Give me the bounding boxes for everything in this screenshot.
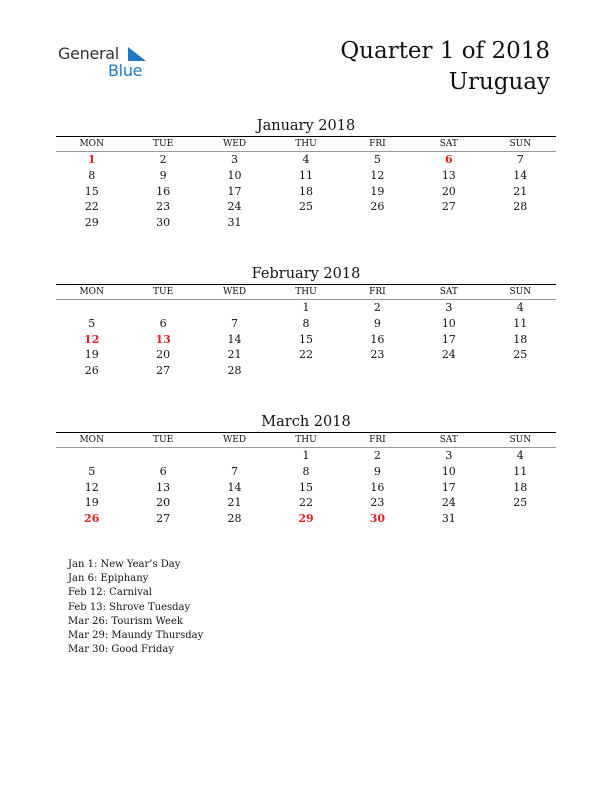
week-row — [56, 495, 556, 511]
date-cell: 3 — [445, 449, 453, 463]
date-cell: 3 — [445, 301, 453, 315]
date-cell: 19 — [84, 348, 99, 362]
date-cell: 19 — [370, 184, 385, 198]
date-cell: 30 — [156, 216, 171, 230]
quarter-title: Quarter 1 of 2018 — [340, 38, 550, 64]
holiday-date-cell: 6 — [444, 153, 453, 167]
date-cell — [270, 363, 341, 379]
date-cell: 8 — [88, 169, 96, 183]
weekday-header: MON — [56, 285, 127, 300]
date-cell: 15 — [298, 480, 313, 494]
holiday-date-cell: 1 — [87, 153, 96, 167]
date-cell: 26 — [370, 200, 385, 214]
date-cell: 7 — [516, 153, 524, 167]
calendar-grid — [56, 137, 556, 230]
holiday-date-cell: 29 — [298, 512, 314, 526]
date-cell: 4 — [516, 301, 524, 315]
date-cell: 17 — [227, 184, 242, 198]
week-row — [56, 300, 556, 316]
date-cell: 7 — [231, 465, 239, 479]
date-cell — [485, 363, 556, 379]
month-block-march — [56, 412, 556, 526]
date-cell: 31 — [441, 512, 456, 526]
weekday-header: MON — [56, 433, 127, 448]
date-cell: 25 — [513, 496, 528, 510]
week-row — [56, 316, 556, 332]
date-cell — [56, 300, 127, 316]
country-title: Uruguay — [448, 69, 550, 95]
holiday-date-cell: 26 — [84, 512, 100, 526]
date-cell: 24 — [227, 200, 242, 214]
holiday-item: Mar 29: Maundy Thursday — [68, 630, 204, 642]
month-block-january — [56, 116, 556, 230]
month-title: February 2018 — [251, 266, 361, 282]
weekday-header: WED — [199, 433, 270, 448]
date-cell: 11 — [513, 465, 528, 479]
weekday-header: TUE — [127, 137, 198, 152]
date-cell: 11 — [298, 169, 313, 183]
logo-word-general: General — [58, 44, 119, 63]
date-cell: 22 — [84, 200, 99, 214]
week-row — [56, 168, 556, 184]
week-row — [56, 215, 556, 231]
date-cell: 7 — [231, 317, 239, 331]
week-row — [56, 448, 556, 464]
holiday-date-cell: 12 — [84, 332, 100, 346]
date-cell: 12 — [84, 480, 99, 494]
month-title: January 2018 — [256, 118, 356, 134]
date-cell: 6 — [159, 317, 167, 331]
week-row — [56, 464, 556, 480]
date-cell: 10 — [441, 465, 456, 479]
date-cell: 27 — [441, 200, 456, 214]
date-cell: 27 — [156, 364, 171, 378]
date-cell: 2 — [373, 449, 381, 463]
date-cell: 13 — [441, 169, 456, 183]
date-cell: 22 — [298, 348, 313, 362]
date-cell: 28 — [513, 200, 528, 214]
date-cell: 1 — [302, 449, 310, 463]
date-cell: 12 — [370, 169, 385, 183]
weekday-header: THU — [270, 285, 341, 300]
weekday-header: SAT — [413, 433, 484, 448]
holiday-item: Feb 13: Shrove Tuesday — [68, 601, 191, 613]
holiday-item: Jan 1: New Year’s Day — [68, 559, 181, 570]
date-cell: 15 — [84, 184, 99, 198]
date-cell: 9 — [373, 465, 381, 479]
date-cell: 10 — [227, 169, 242, 183]
weekday-header: WED — [199, 285, 270, 300]
date-cell: 29 — [84, 216, 99, 230]
date-cell — [413, 363, 484, 379]
date-cell — [342, 363, 413, 379]
date-cell: 17 — [441, 480, 456, 494]
page-title — [340, 36, 550, 98]
week-row — [56, 152, 556, 168]
holiday-date-cell: 30 — [369, 512, 386, 526]
date-cell: 16 — [370, 332, 385, 346]
date-cell: 1 — [302, 301, 310, 315]
date-cell: 28 — [227, 364, 242, 378]
holiday-item: Mar 30: Good Friday — [68, 644, 174, 656]
date-cell: 5 — [373, 153, 381, 167]
date-cell: 18 — [513, 332, 528, 346]
month-block-february — [56, 264, 556, 378]
calendar-grid — [56, 285, 556, 378]
date-cell: 21 — [513, 184, 528, 198]
date-cell — [56, 448, 127, 464]
date-cell: 20 — [156, 348, 171, 362]
date-cell: 23 — [370, 348, 385, 362]
date-cell — [127, 300, 198, 316]
holiday-item: Jan 6: Epiphany — [68, 573, 149, 585]
date-cell: 20 — [156, 496, 171, 510]
date-cell — [342, 215, 413, 231]
date-cell — [413, 215, 484, 231]
holiday-list — [68, 558, 203, 657]
date-cell: 8 — [302, 317, 310, 331]
date-cell: 20 — [441, 184, 456, 198]
weekday-header: SUN — [485, 285, 556, 300]
generalblue-logo — [58, 44, 158, 84]
weekday-header: FRI — [342, 433, 413, 448]
date-cell: 4 — [516, 449, 524, 463]
weekday-header: MON — [56, 137, 127, 152]
weekday-header: SAT — [413, 285, 484, 300]
date-cell: 2 — [159, 153, 167, 167]
date-cell: 24 — [441, 496, 456, 510]
date-cell: 28 — [227, 512, 242, 526]
date-cell: 25 — [513, 348, 528, 362]
weekday-header: FRI — [342, 285, 413, 300]
date-cell: 18 — [298, 184, 313, 198]
date-cell: 27 — [156, 512, 171, 526]
date-cell: 11 — [513, 317, 528, 331]
date-cell: 22 — [298, 496, 313, 510]
date-cell: 19 — [84, 496, 99, 510]
logo-word-blue: Blue — [108, 61, 143, 80]
date-cell: 18 — [513, 480, 528, 494]
date-cell: 4 — [302, 153, 310, 167]
date-cell: 23 — [156, 200, 171, 214]
date-cell: 5 — [88, 317, 96, 331]
date-cell — [127, 448, 198, 464]
weekday-header: TUE — [127, 285, 198, 300]
date-cell: 9 — [373, 317, 381, 331]
date-cell: 9 — [159, 169, 167, 183]
date-cell: 14 — [227, 332, 242, 346]
date-cell: 16 — [156, 184, 171, 198]
calendar-grid — [56, 433, 556, 526]
date-cell — [199, 300, 270, 316]
holiday-item: Feb 12: Carnival — [68, 587, 153, 599]
week-row — [56, 479, 556, 495]
date-cell: 5 — [88, 465, 96, 479]
date-cell: 2 — [373, 301, 381, 315]
date-cell: 6 — [159, 465, 167, 479]
date-cell: 23 — [370, 496, 385, 510]
date-cell: 26 — [84, 364, 99, 378]
weekday-header: THU — [270, 137, 341, 152]
weekday-header: SAT — [413, 137, 484, 152]
date-cell: 15 — [298, 332, 313, 346]
week-row — [56, 511, 556, 527]
week-row — [56, 199, 556, 215]
date-cell: 25 — [298, 200, 313, 214]
date-cell: 13 — [156, 480, 171, 494]
date-cell: 24 — [441, 348, 456, 362]
week-row — [56, 331, 556, 347]
date-cell — [270, 215, 341, 231]
week-row — [56, 183, 556, 199]
weekday-header: WED — [199, 137, 270, 152]
date-cell: 17 — [441, 332, 456, 346]
holiday-date-cell: 13 — [155, 332, 171, 346]
date-cell: 31 — [227, 216, 242, 230]
holiday-item: Mar 26: Tourism Week — [68, 615, 183, 627]
weekday-header: THU — [270, 433, 341, 448]
date-cell: 3 — [231, 153, 239, 167]
date-cell: 21 — [227, 496, 242, 510]
date-cell — [485, 215, 556, 231]
weekday-header: SUN — [485, 433, 556, 448]
weekday-header: SUN — [485, 137, 556, 152]
date-cell: 14 — [513, 169, 528, 183]
date-cell: 10 — [441, 317, 456, 331]
weekday-header: FRI — [342, 137, 413, 152]
date-cell: 16 — [370, 480, 385, 494]
weekday-header: TUE — [127, 433, 198, 448]
week-row — [56, 363, 556, 379]
week-row — [56, 347, 556, 363]
month-title: March 2018 — [261, 414, 351, 430]
date-cell — [199, 448, 270, 464]
date-cell — [485, 511, 556, 527]
date-cell: 14 — [227, 480, 242, 494]
date-cell: 8 — [302, 465, 310, 479]
date-cell: 21 — [227, 348, 242, 362]
